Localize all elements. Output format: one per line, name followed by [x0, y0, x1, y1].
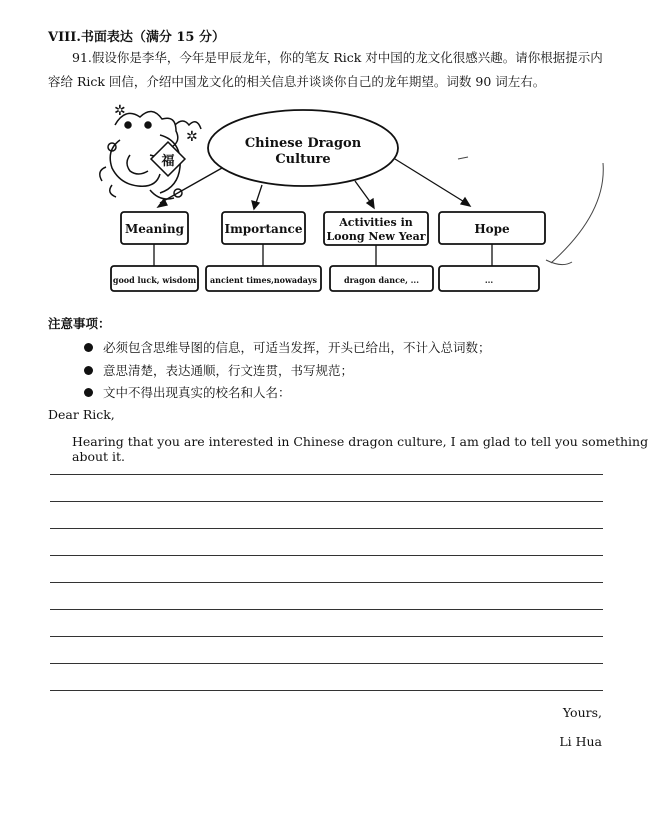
note-item: 意思清楚，表达通顺，行文连贯，书写规范； [84, 361, 353, 379]
branch-importance-label: Importance [224, 222, 303, 236]
letter-closing: Yours, [562, 705, 602, 720]
letter-opening: Hearing that you are interested in Chinese dragon culture, I am glad to tell you something about it. [72, 434, 649, 464]
branch-activities-label-line2: Loong New Year [326, 230, 426, 243]
connector-importance [256, 185, 262, 203]
bullet-icon [84, 366, 93, 375]
branch-hope-label: Hope [474, 222, 510, 236]
writing-line[interactable] [50, 609, 603, 610]
sparkle-decoration: ✲ [186, 129, 198, 145]
mind-map [0, 95, 650, 310]
notes-title: 注意事项： [48, 316, 111, 331]
center-node-line1: Chinese Dragon [244, 136, 362, 151]
sparkle-decoration: ✲ [114, 103, 126, 119]
writing-line[interactable] [50, 582, 603, 583]
section-title: VIII.书面表达（满分 15 分） [48, 30, 225, 45]
writing-line[interactable] [50, 501, 603, 502]
bullet-icon [84, 388, 93, 397]
center-node-line2: Culture [275, 152, 331, 167]
connector-hope [395, 159, 466, 203]
writing-line[interactable] [50, 528, 603, 529]
branch-meaning-label: Meaning [124, 222, 185, 236]
detail-importance-text: ancient times,nowadays [209, 275, 318, 285]
fortune-character: 福 [161, 154, 175, 169]
detail-meaning-text: good luck, wisdom [112, 275, 197, 285]
stray-pen-marks [458, 157, 603, 265]
connector-activities [355, 181, 371, 203]
writing-line[interactable] [50, 555, 603, 556]
writing-line[interactable] [50, 474, 603, 475]
task-instruction: 91.假设你是李华，今年是甲辰龙年，你的笔友 Rick 对中国的龙文化很感兴趣。请你根据提示内容给 Rick 回信，介绍中国龙文化的相关信息并谈谈你自己的龙年期望。词数 90 词左右。 [48, 50, 603, 89]
note-item: 文中不得出现真实的校名和人名： [84, 383, 291, 401]
writing-line[interactable] [50, 663, 603, 664]
writing-line[interactable] [50, 690, 603, 691]
detail-activities-text: dragon dance, ... [343, 275, 420, 285]
detail-hope-text: ... [484, 275, 494, 285]
dragon-illustration [100, 111, 201, 199]
letter-signature: Li Hua [559, 734, 602, 749]
writing-line[interactable] [50, 636, 603, 637]
branch-activities-label-line1: Activities in [339, 216, 413, 229]
letter-salutation: Dear Rick, [48, 407, 115, 422]
note-item: 必须包含思维导图的信息，可适当发挥，开头已给出，不计入总词数； [84, 338, 491, 356]
bullet-icon [84, 343, 93, 352]
